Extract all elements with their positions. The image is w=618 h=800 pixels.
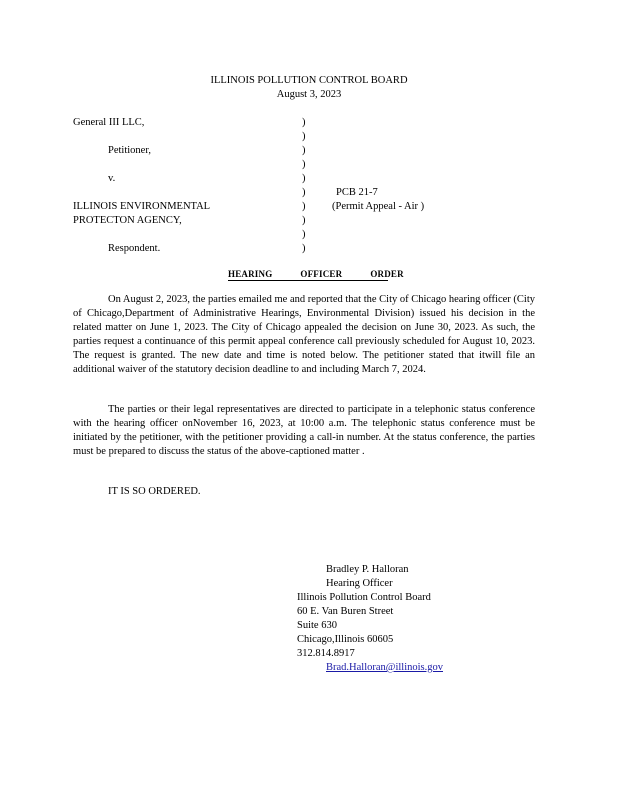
paren: ) — [302, 173, 306, 184]
paren: ) — [302, 229, 306, 240]
petitioner-name: General III LLC, — [73, 117, 145, 128]
signer-street: 60 E. Van Buren Street — [297, 606, 394, 617]
case-type: (Permit Appeal - Air ) — [332, 201, 425, 212]
heading-word-officer: OFFICER — [300, 269, 343, 279]
signer-title: Hearing Officer — [326, 578, 393, 589]
respondent-name-line1: ILLINOIS ENVIRONMENTAL — [73, 201, 211, 212]
body-paragraph-2 — [73, 403, 535, 459]
paren: ) — [302, 131, 306, 142]
paren: ) — [302, 187, 306, 198]
order-heading — [228, 269, 404, 281]
case-number: PCB 21-7 — [336, 187, 378, 198]
versus-label: v. — [108, 173, 116, 184]
caption-parentheses — [302, 116, 306, 256]
paren: ) — [302, 215, 306, 226]
petitioner-role: Petitioner, — [108, 145, 152, 156]
heading-word-order: ORDER — [370, 269, 404, 279]
body-paragraph-1 — [73, 293, 535, 377]
paren: ) — [302, 243, 306, 254]
so-ordered: IT IS SO ORDERED. — [108, 486, 201, 497]
paren: ) — [302, 117, 306, 128]
signer-agency: Illinois Pollution Control Board — [297, 592, 431, 603]
board-title: ILLINOIS POLLUTION CONTROL BOARD — [210, 75, 408, 86]
signer-city: Chicago,Illinois 60605 — [297, 634, 394, 645]
heading-word-hearing: HEARING — [228, 269, 273, 279]
document-date: August 3, 2023 — [276, 89, 342, 100]
email-link-text[interactable]: Brad.Halloran@illinois.gov — [326, 662, 443, 673]
paren: ) — [302, 159, 306, 170]
respondent-name-line2: PROTECTON AGENCY, — [73, 215, 182, 226]
signer-email-link[interactable] — [326, 661, 461, 674]
paragraph-1-text: On August 2, 2023, the parties emailed me and reported that the City of Chicago hearing officer (City of Chicago,Department of Administrative Hearings, Environmental Division) issued his decision in the related matter on June 1, 2023. The City of Chicago appealed the decision on June 30, 2023. As such, the parties request a continuance of this permit appeal conference call previously scheduled for August 10, 2023. The request is granted. The new date and time is noted below. The petitioner stated that itwill file an additional waiver of the statutory decision deadline to and including March 7, 2024. — [73, 294, 535, 375]
signer-suite: Suite 630 — [297, 620, 337, 631]
paren: ) — [302, 201, 306, 212]
signer-name: Bradley P. Halloran — [326, 564, 409, 575]
paragraph-2-text: The parties or their legal representatives are directed to participate in a telephonic status conference with the hearing officer onNovember 16, 2023, at 10:00 a.m. The telephonic status conference must be initiated by the petitioner, with the petitioner providing a call-in number. At the status conference, the parties must be prepared to discuss the status of the above-captioned matter . — [73, 404, 535, 457]
signer-phone: 312.814.8917 — [297, 648, 355, 659]
respondent-role: Respondent. — [108, 243, 161, 254]
paren: ) — [302, 145, 306, 156]
